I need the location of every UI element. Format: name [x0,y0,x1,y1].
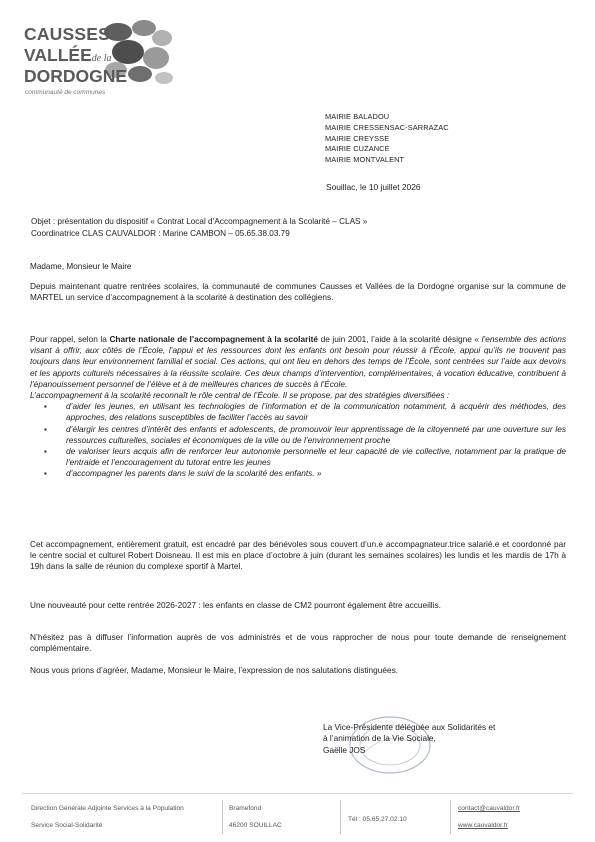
letter-date: Souillac, le 10 juillet 2026 [326,182,421,192]
list-item: ▪ de valoriser leurs acquis afin de renforcer leur autonomie personnelle et leur capacité de vie collective, notamment par la pratique de l’entraide et l’encouragement du tutorat entre les jeunes [44,446,566,468]
charter-title: Charte nationale de l’accompagnement à la scolarité [109,334,319,344]
list-item: ▪ d’aider les jeunes, en utilisant les technologies de l’information et de la communication notamment, à acquérir des méthodes, des approches, des relations susceptibles de faciliter l’accès au savoir [44,401,566,423]
subject-line: Objet : présentation du dispositif « Contrat Local d’Accompagnement à la Scolarité – CLAS » [31,217,368,226]
footer-website-link[interactable]: www.cauvaldor.fr [458,822,508,829]
footer-phone: Tél : 05.65.27.02.10 [348,816,407,823]
recipient-address-block [325,112,449,166]
footer-department: Direction Générale Adjointe Services à la Population [31,805,184,812]
paragraph-closing: Nous vous prions d’agréer, Madame, Monsieur le Maire, l’expression de nos salutations distinguées. [30,665,399,675]
cauvaldor-logo [20,18,180,102]
footer-email-link[interactable]: contact@cauvaldor.fr [458,805,521,812]
signature-name: Gaëlle JOS [323,744,366,755]
footer-address [229,800,282,834]
list-item: ▪ d’élargir les centres d’intérêt des enfants et adolescents, de promouvoir leur apprentissage de la citoyenneté par une ouverture sur les ressources culturelles, sociales et économiques de la ville ou de l’environnement proche [44,424,566,446]
recipient-line: MAIRIE CUZANCE [325,144,390,154]
list-item: ▪ d’accompagner les parents dans le suivi de la scolarité des enfants. » [44,468,566,479]
recipient-line: MAIRIE BALADOU [325,112,390,121]
paragraph-contact: N’hésitez pas à diffuser l’information auprès de vos administrés et de vous rapprocher de nous pour toute demande de renseignement complémentaire. [30,632,566,654]
recipient-line: MAIRIE CRESSENSAC-SARRAZAC [325,122,449,132]
subject-block [31,216,571,241]
paragraph-charter [30,334,566,480]
charter-rest: de juin 2001, l’aide à la scolarité désigne « [318,334,482,344]
recipient-line: MAIRIE MONTVALENT [325,155,405,165]
footer-separator [450,800,451,834]
footer-links [458,800,520,834]
charter-quote-2: L’accompagnement à la scolarité reconnaît le rôle central de l’École. Il se propose, par des stratégies diversifiées : [30,390,450,401]
paragraph-intro: Depuis maintenant quatre rentrées scolaires, la communauté de communes Causses et Vallées de la Dordogne organise sur la commune de MARTEL un service d’accompagnement à la scolarité à destination des collégiens. [30,281,566,303]
paragraph-organization: Cet accompagnement, entièrement gratuit, est encadré par des bénévoles sous couvert d’un.e accompagnateur.trice salarié.e et coordonné par le centre social et culturel Robert Doisneau. Il est mis en place d’octobre à juin (durant les semaines scolaires) les lundis et les mardis de 17h à 19h dans la salle de réunion du complexe sportif à Martel. [30,539,566,572]
footer-service [31,800,184,834]
paragraph-news: Une nouveauté pour cette rentrée 2026-2027 : les enfants en classe de CM2 pourront également être accueillis. [30,600,441,610]
signature-title-2: à l’animation de la Vie Sociale, [323,733,436,744]
footer-city: 46200 SOUILLAC [229,822,282,829]
footer-street: Bramefond [229,805,262,812]
logo-line-3: DORDOGNE [24,66,128,86]
recipient-line: MAIRIE CREYSSE [325,133,390,143]
signature-block [323,722,495,756]
coordinator-line: Coordinatrice CLAS CAUVALDOR : Marine CAMBON – 05.65.38.03.79 [31,229,290,239]
objectives-list [30,401,566,479]
logo-line-2: VALLÉEde la [24,45,112,65]
logo-subtitle: communauté de communes [25,89,106,96]
footer-service-name: Service Social-Solidarité [31,822,103,829]
signature-title-1: La Vice-Présidente déléguée aux Solidarités et [323,722,496,732]
logo-line-1: CAUSSESet [24,24,118,44]
footer-separator [222,800,223,834]
charter-lead: Pour rappel, selon la [30,334,110,344]
footer-divider [22,793,573,794]
charter-quote: l’ensemble des actions visant à offrir, aux côtés de l’École, l’appui et les ressources dont les enfants ont besoin pour réussir à l’École, appui qu’ils ne trouvent pas toujours dans leur environnement familial et social. Ces actions, qui ont lieu en dehors des temps de l’École, sont centrées sur l’aide aux devoirs et les apports culturels nécessaires à la réussite scolaire. Ces deux champs d’intervention, complémentaires, à vocation éducative, contribuent à l’épanouissement personnel de l’élève et à de meilleures chances de succès à l’École. [30,334,567,389]
salutation: Madame, Monsieur le Maire [30,262,132,271]
footer-separator [340,800,341,834]
